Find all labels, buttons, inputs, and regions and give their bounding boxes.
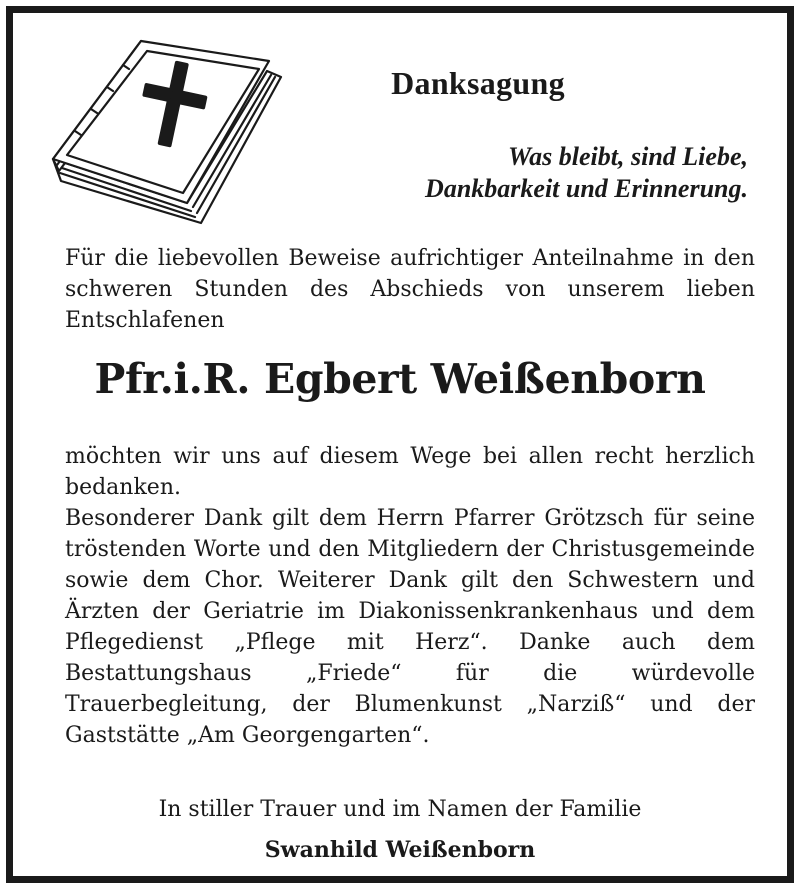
motto-line-1: Was bleibt, sind Liebe, bbox=[507, 142, 748, 171]
signature: Swanhild Weißenborn bbox=[264, 837, 536, 863]
notice-heading: Danksagung bbox=[391, 65, 565, 101]
obituary-notice bbox=[6, 6, 794, 883]
thanks-body bbox=[65, 441, 755, 751]
closing-line: In stiller Trauer und im Namen der Familie bbox=[158, 797, 642, 822]
deceased-name: Pfr.i.R. Egbert Weißenborn bbox=[94, 355, 706, 403]
motto bbox=[293, 141, 748, 205]
thanks-details: Besonderer Dank gilt dem Herrn Pfarrer Grötzsch für seine tröstenden Worte und den Mitgliedern der Christusgemeinde sowie dem Chor. Weiterer Dank gilt den Schwestern und Ärzten der Geriatrie im Diakonissenkrankenhaus und dem Pflegedienst „Pflege mit Herz“. Danke auch dem Bestattungshaus „Friede“ für die würdevolle Trauerbegleitung, der Blumenkunst „Narziß“ und der Gaststätte „Am Georgengarten“. bbox=[65, 506, 755, 748]
motto-line-2: Dankbarkeit und Erinnerung. bbox=[425, 174, 748, 203]
bible-with-cross-icon bbox=[41, 31, 293, 225]
intro-paragraph: Für die liebevollen Beweise aufrichtiger Anteilnahme in den schweren Stunden des Abschieds von unserem lieben Entschlafenen bbox=[65, 246, 755, 333]
thanks-opening: möchten wir uns auf diesem Wege bei allen recht herzlich bedanken. bbox=[65, 444, 755, 500]
